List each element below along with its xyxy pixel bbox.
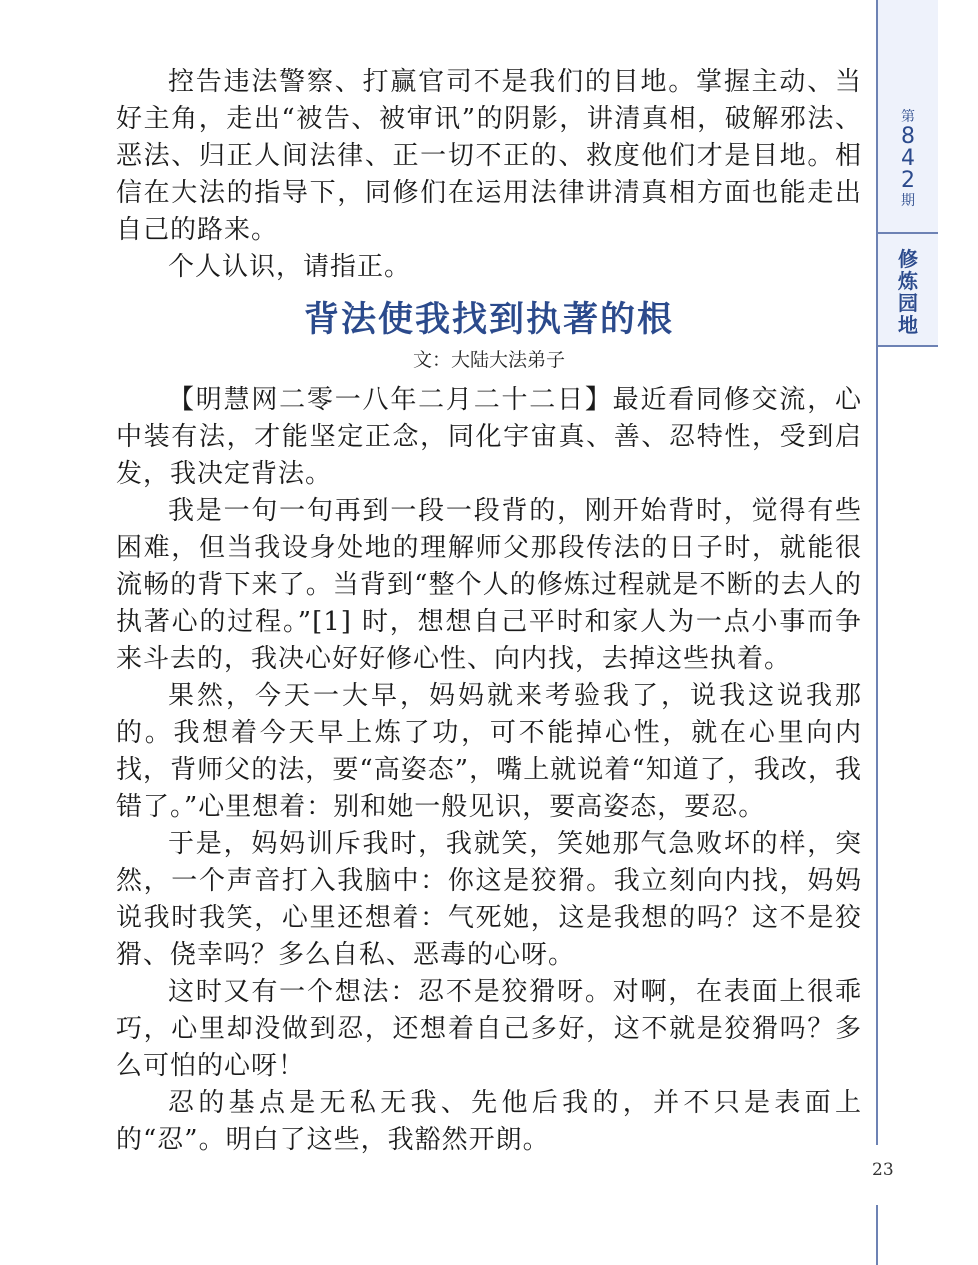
margin-rule bbox=[876, 1205, 878, 1265]
article-title: 背法使我找到执著的根 bbox=[303, 300, 674, 340]
body-paragraph: 【明慧网二零一八年二月二十二日】最近看同修交流，心中装有法，才能坚定正念，同化宇宙真、善、忍特性，受到启发，我决定背法。 bbox=[116, 385, 862, 489]
issue-number bbox=[878, 108, 938, 210]
body-paragraph: 于是，妈妈训斥我时，我就笑，笑她那气急败坏的样，突然，一个声音打入我脑中：你这是狡猾。我立刻向内找，妈妈说我时我笑，心里还想着：气死她，这是我想的吗？这不是狡猾、侥幸吗？多么自私、恶毒的心呀。 bbox=[116, 829, 862, 970]
sidebar-divider bbox=[878, 232, 938, 234]
body-paragraph: 个人认识，请指正。 bbox=[168, 252, 412, 282]
issue-suffix: 期 bbox=[901, 193, 915, 209]
section-char: 修 bbox=[898, 247, 918, 271]
body-paragraph: 我是一句一句再到一段一段背的，刚开始背时，觉得有些困难，但当我设身处地的理解师父那段传法的日子时，就能很流畅的背下来了。当背到“整个人的修炼过程就是不断的去人的执著心的过程。”[1] 时，想想自己平时和家人为一点小事而争来斗去的，我决心好好修心性、向内找，去掉这些执着。 bbox=[116, 496, 862, 674]
page-body bbox=[116, 64, 862, 1159]
section-name bbox=[878, 248, 938, 336]
body-paragraph: 这时又有一个想法：忍不是狡猾呀。对啊，在表面上很乖巧，心里却没做到忍，还想着自己多好，这不就是狡猾吗？多么可怕的心呀！ bbox=[116, 977, 862, 1081]
section-char: 地 bbox=[898, 313, 918, 337]
article-byline: 文：大陆大法弟子 bbox=[412, 349, 565, 371]
body-paragraph: 忍的基点是无私无我、先他后我的，并不只是表面上的“忍”。明白了这些，我豁然开朗。 bbox=[116, 1088, 862, 1155]
issue-digit: 4 bbox=[901, 146, 915, 171]
issue-digit: 2 bbox=[901, 168, 915, 193]
body-paragraph: 控告违法警察、打赢官司不是我们的目地。掌握主动、当好主角，走出“被告、被审讯”的阴影，讲清真相，破解邪法、恶法、归正人间法律、正一切不正的、救度他们才是目地。相信在大法的指导下，同修们在运用法律讲清真相方面也能走出自己的路来。 bbox=[116, 67, 862, 245]
section-char: 炼 bbox=[898, 269, 918, 293]
issue-prefix: 第 bbox=[901, 109, 915, 125]
issue-digit: 8 bbox=[901, 124, 915, 149]
section-char: 园 bbox=[898, 291, 918, 315]
sidebar-tab bbox=[876, 0, 938, 347]
body-paragraph: 果然，今天一大早，妈妈就来考验我了，说我这说我那的。我想着今天早上炼了功，可不能掉心性，就在心里向内找，背师父的法，要“高姿态”，嘴上就说着“知道了，我改，我错了。”心里想着：别和她一般见识，要高姿态，要忍。 bbox=[116, 681, 862, 822]
margin-rule bbox=[876, 345, 878, 1145]
page-number: 23 bbox=[872, 1160, 894, 1180]
